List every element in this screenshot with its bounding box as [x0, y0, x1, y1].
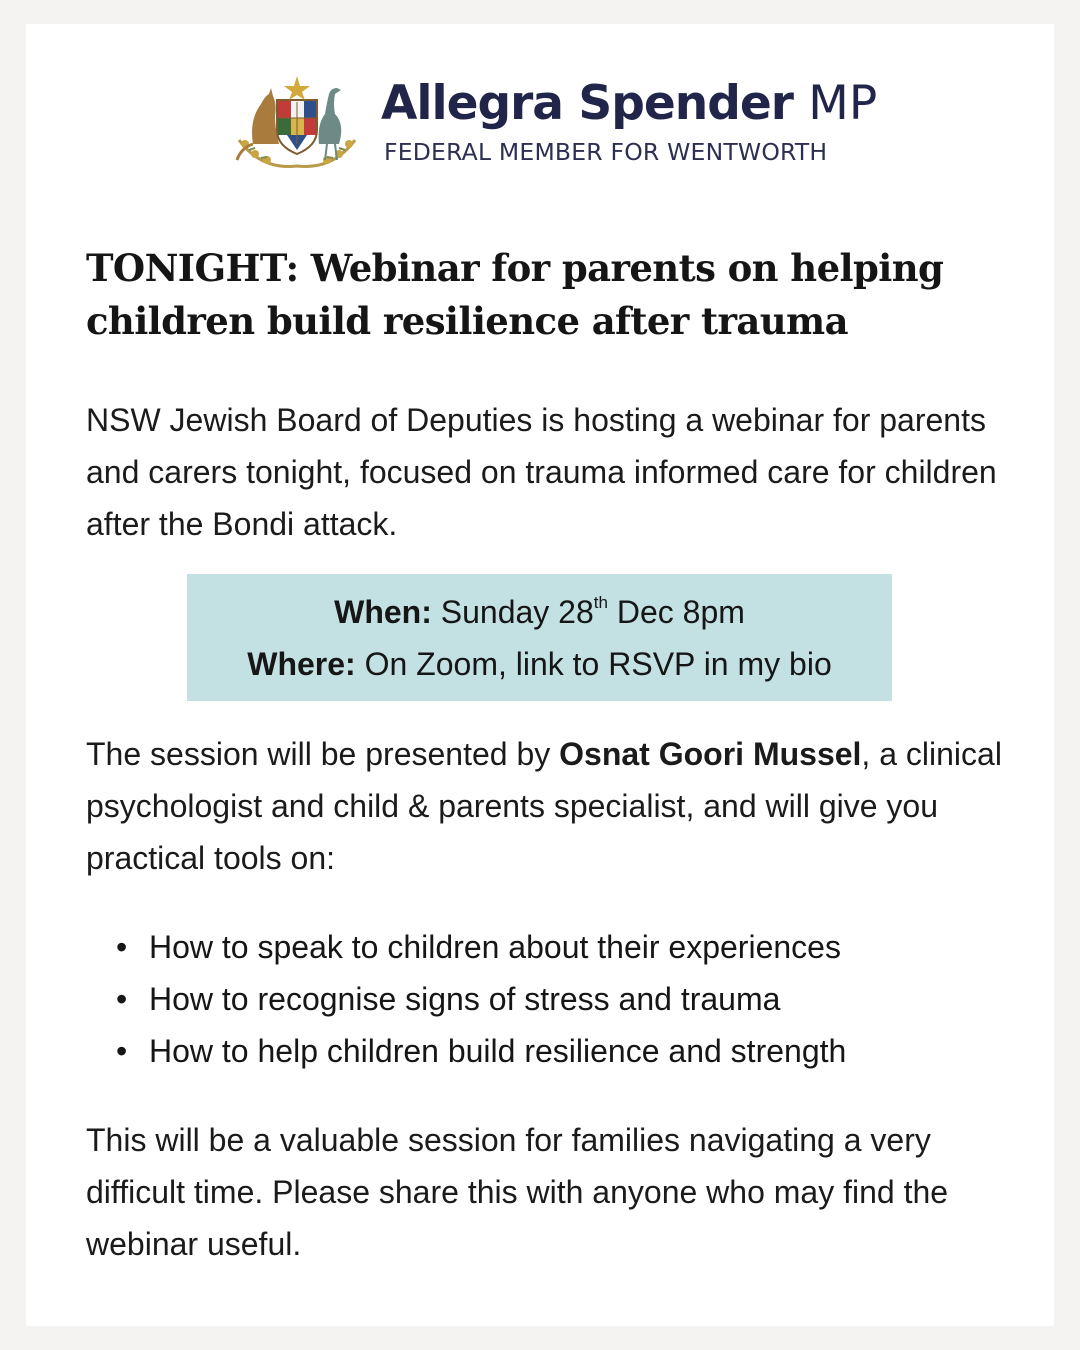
list-item-text: How to help children build resilience and strength	[149, 1033, 847, 1069]
presenter-paragraph	[86, 728, 1006, 884]
event-details-box	[187, 574, 892, 701]
where-value: On Zoom, link to RSVP in my bio	[355, 646, 832, 682]
list-item-text: How to recognise signs of stress and trauma	[149, 981, 781, 1017]
australian-coat-of-arms-icon	[231, 74, 363, 172]
when-rest: Dec 8pm	[607, 594, 745, 630]
post-card	[26, 24, 1054, 1326]
event-where	[187, 638, 892, 690]
presenter-description: , a clinical psychologist and child & parents specialist, and will give you practical tools on:	[86, 736, 1002, 876]
member-name-text: Allegra Spender	[381, 76, 793, 131]
when-label: When:	[334, 594, 432, 630]
member-name	[381, 76, 877, 131]
presenter-intro: The session will be presented by	[86, 736, 560, 772]
when-day: Sunday 28	[431, 594, 594, 630]
intro-paragraph: NSW Jewish Board of Deputies is hosting a webinar for parents and carers tonight, focused on trauma informed care for children after the Bondi attack.	[86, 402, 997, 542]
tools-list	[116, 921, 1016, 1077]
when-day-suffix: th	[593, 593, 608, 613]
where-label: Where:	[247, 646, 356, 682]
list-item	[116, 1025, 1016, 1077]
list-item	[116, 973, 1016, 1025]
bullet-icon: •	[116, 1033, 128, 1069]
list-item	[116, 921, 1016, 973]
bullet-icon: •	[116, 981, 128, 1017]
event-when	[187, 586, 892, 638]
member-suffix: MP	[808, 76, 878, 131]
bullet-icon: •	[116, 929, 128, 965]
post-headline: TONIGHT: Webinar for parents on helping children build resilience after trauma	[86, 246, 944, 343]
office-header	[231, 72, 878, 182]
presenter-name: Osnat Goori Mussel	[559, 736, 862, 772]
closing-paragraph: This will be a valuable session for families navigating a very difficult time. Please share this with anyone who may find the webinar useful.	[86, 1122, 949, 1262]
member-subtitle: FEDERAL MEMBER FOR WENTWORTH	[384, 138, 828, 166]
list-item-text: How to speak to children about their experiences	[149, 929, 841, 965]
